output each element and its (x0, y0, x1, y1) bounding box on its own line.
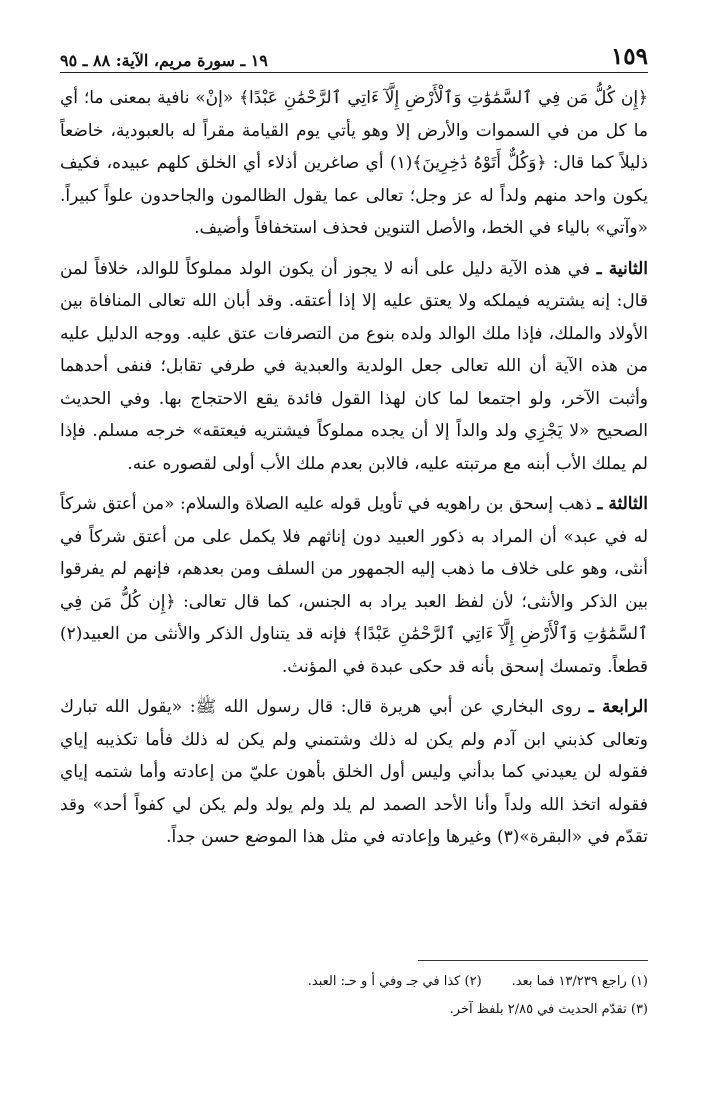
page-body (60, 82, 648, 862)
paragraph-intro (60, 82, 648, 245)
paragraph-second (60, 253, 648, 481)
footnotes (60, 968, 648, 1024)
paragraph-second-text: في هذه الآية دليل على أنه لا يجوز أن يكون الولد مملوكاً للوالد، خلافاً لمن قال: إنه يشتريه فيملكه ولا يعتق عليه إلا إذا أعتقه. وقد أبان الله تعالى المنافاة بين الأولاد والملك، فإذا ملك الوالد ولده بنوع من التصرفات عتق عليه. ووجه الدليل عليه من هذه الآية أن الله تعالى جعل الولدية والعبدية في طرفي تقابل؛ فنفى أحدهما وأثبت الآخر، ولو اجتمعا لما كان لهذا القول فائدة يقع الاحتجاج بها. وفي الحديث الصحيح «لا يَجْزِي ولد والداً إلا أن يجده مملوكاً فيشتريه فيعتقه» خرجه مسلم. فإذا لم يملك الأب أبنه مع مرتبته عليه، فالابن بعدم ملك الأب أولى لقصوره عنه. (60, 258, 648, 474)
footnote-3: (٣) تقدّم الحديث في ٢/٨٥ بلفظ آخر. (449, 1002, 648, 1017)
footnote-divider (418, 960, 648, 961)
paragraph-intro-text: ﴿إِن كُلُّ مَن فِي ٱلسَّمَٰوَٰتِ وَٱلْأَرْضِ إِلَّآ ءَاتِي ٱلرَّحْمَٰنِ عَبْدًا﴾ «إنْ» نافية بمعنى ما؛ أي ما كل من في السموات والأرض إلا وهو يأتي يوم القيامة مقراً له بالعبودية، خاضعاً ذليلاً كما قال: ﴿وَكُلٌّ أَتَوْهُ دَٰخِرِينَ﴾(١) أي صاغرين أذلاء أي الخلق كلهم عبيده، فكيف يكون واحد منهم ولداً له عز وجل؛ تعالى عما يقول الظالمون والجاحدون علواً كبيراً. «وآتي» بالياء في الخط، والأصل التنوين فحذف استخفافاً وأضيف. (60, 88, 648, 238)
paragraph-fourth (60, 691, 648, 854)
footnote-2: (٢) كذا في جـ وفي أ و حـ: العبد. (307, 974, 482, 989)
running-title: ١٩ ـ سورة مريم، الآية: ٨٨ ـ ٩٥ (60, 51, 268, 70)
footnote-row-2 (60, 996, 648, 1024)
header-divider (60, 72, 648, 73)
page-number: ١٥٩ (610, 43, 648, 70)
footnote-row-1 (60, 968, 648, 996)
paragraph-second-heading: الثانية ـ (596, 258, 648, 279)
paragraph-fourth-text: روى البخاري عن أبي هريرة قال: قال رسول الله ﷺ: «يقول الله تبارك وتعالى كذبني ابن آدم ولم يكن له ذلك وشتمني ولم يكن له ذلك فأما تكذيبه إياي فقوله لن يعيدني كما بدأني وليس أول الخلق بأهون عليّ من إعادته وأما شتمه إياي فقوله اتخذ الله ولداً وأنا الأحد الصمد لم يلد ولم يولد ولم يكن لي كفواً أحد» وقد تقدّم في «البقرة»(٣) وغيرها وإعادته في مثل هذا الموضع حسن جداً. (60, 697, 648, 847)
footnote-1: (١) راجع ١٣/٢٣٩ فما بعد. (511, 974, 648, 989)
page-header (60, 40, 648, 70)
paragraph-fourth-heading: الرابعة ـ (588, 697, 649, 717)
paragraph-third-heading: الثالثة ـ (597, 494, 648, 514)
paragraph-third-text: ذهب إسحق بن راهويه في تأويل قوله عليه الصلاة والسلام: «من أعتق شركاً له في عبد» أن المراد به ذكور العبيد دون إناثهم فلا يكمل على من أعتق شركاً في أنثى، وهو على خلاف ما ذهب إليه الجمهور من السلف ومن بعدهم، فإنهم لم يفرقوا بين الذكر والأنثى؛ لأن لفظ العبد يراد به الجنس، كما قال تعالى: ﴿إِن كُلُّ مَن فِي ٱلسَّمَٰوَٰتِ وَٱلْأَرْضِ إِلَّآ ءَاتِي ٱلرَّحْمَٰنِ عَبْدًا﴾ فإنه قد يتناول الذكر والأنثى من العبيد(٢) قطعاً. وتمسك إسحق بأنه قد حكى عبدة في المؤنث. (60, 494, 648, 677)
paragraph-third (60, 488, 648, 683)
